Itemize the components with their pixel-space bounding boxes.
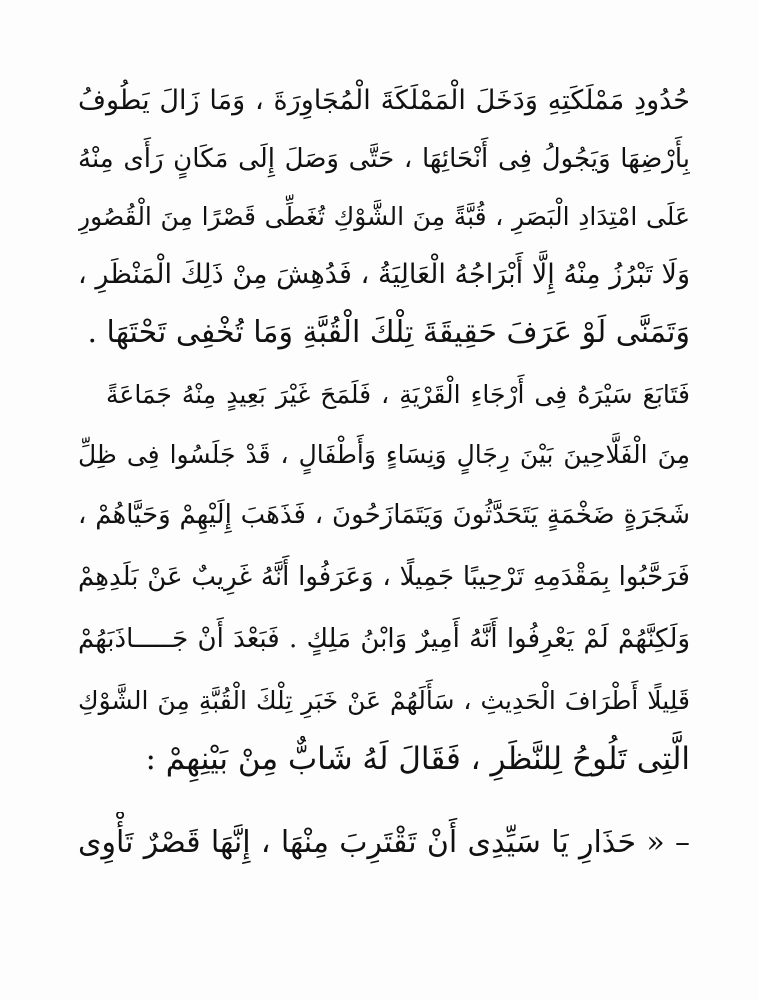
- text-line: عَلَى امْتِدَادِ الْبَصَرِ ، قُبَّةً مِنَ الشَّوْكِ تُغَطِّى قَصْرًا مِنَ الْقُصُورِ: [78, 202, 690, 231]
- text-line: وَلَكِنَّهُمْ لَمْ يَعْرِفُوا أَنَّهُ أَمِيرٌ وَابْنُ مَلِكٍ . فَبَعْدَ أَنْ جَـــــاذَبَهُمْ: [78, 624, 690, 654]
- text-line: وَلَا تَبْرُزُ مِنْهُ إِلَّا أَبْرَاجُهُ الْعَالِيَةُ ، فَدُهِشَ مِنْ ذَلِكَ الْمَنْظَرِ ،: [78, 259, 690, 290]
- dialogue-line: – « حَذَارِ يَا سَيِّدِى أَنْ تَقْتَرِبَ مِنْهَا ، إِنَّهَا قَصْرٌ تَأْوِى: [78, 825, 690, 860]
- text-line: مِنَ الْفَلَّاحِينَ بَيْنَ رِجَالٍ وَنِسَاءٍ وَأَطْفَالٍ ، قَدْ جَلَسُوا فِى ظِلِّ: [78, 440, 690, 469]
- text-line: فَتَابَعَ سَيْرَهُ فِى أَرْجَاءِ الْقَرْيَةِ ، فَلَمَحَ غَيْرَ بَعِيدٍ مِنْهُ جَمَاعَةً: [106, 380, 690, 409]
- text-line: الَّتِى تَلُوحُ لِلنَّظَرِ ، فَقَالَ لَهُ شَابٌّ مِنْ بَيْنِهِمْ :: [145, 741, 690, 777]
- text-line: شَجَرَةٍ ضَخْمَةٍ يَتَحَدَّثُونَ وَيَتَمَازَحُونَ ، فَذَهَبَ إِلَيْهِمْ وَحَيَّاهُمْ ،: [78, 500, 690, 530]
- text-line: قَلِيلًا أَطْرَافَ الْحَدِيثِ ، سَأَلَهُمْ عَنْ خَبَرِ تِلْكَ الْقُبَّةِ مِنَ الشَّوْكِ: [78, 686, 690, 715]
- text-line: وَتَمَنَّى لَوْ عَرَفَ حَقِيقَةَ تِلْكَ الْقُبَّةِ وَمَا تُخْفِى تَحْتَهَا .: [87, 315, 690, 350]
- text-line: حُدُودِ مَمْلَكَتِهِ وَدَخَلَ الْمَمْلَكَةَ الْمُجَاوِرَةَ ، وَمَا زَالَ يَطُوفُ: [78, 85, 690, 116]
- text-line: بِأَرْضِهَا وَيَجُولُ فِى أَنْحَائِهَا ، حَتَّى وَصَلَ إِلَى مَكَانٍ رَأَى مِنْهُ: [78, 144, 690, 174]
- text-line: فَرَحَّبُوا بِمَقْدَمِهِ تَرْحِيبًا جَمِيلًا ، وَعَرَفُوا أَنَّهُ غَرِيبٌ عَنْ بَلَدِهِمْ: [78, 562, 690, 592]
